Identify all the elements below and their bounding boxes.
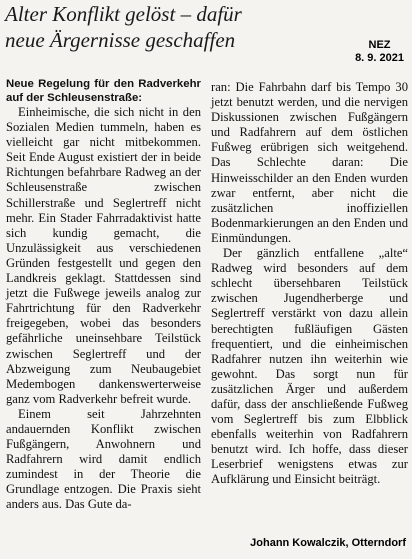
right-column xyxy=(211,80,408,488)
author-signature: Johann Kowalczik, Otterndorf xyxy=(250,537,406,549)
body-paragraph: Der gänzlich entfallene „alte“ Radweg wird besonders auf dem schlecht übersehbaren Teilstück zwischen Jugendherberge und Seglertreff verstärkt von dazu allein berechtigten fußläufigen Gästen frequentiert, und die einheimischen Radfahrer nutzen ihn weiterhin wie gewohnt. Das sorgt nun für zusätzlichen Ärger und außerdem dafür, dass der anschließende Fußweg vom Seglertreff bis zum Elbblick ebenfalls weiterhin von Radfahrern benutzt wird. Ich hoffe, dass dieser Leserbrief wenigstens etwas zur Aufklärung und Einsicht beiträgt. xyxy=(211,246,408,487)
source-stamp xyxy=(355,39,404,65)
stamp-source: NEZ xyxy=(368,39,391,51)
headline-line-1: Alter Konflikt gelöst – dafür xyxy=(5,2,242,26)
subhead: Neue Regelung für den Radverkehr auf der Schleusenstraße: xyxy=(6,78,201,104)
headline-line-2: neue Ärgernisse geschaffen xyxy=(5,28,236,52)
body-paragraph: Einheimische, die sich nicht in den Sozialen Medien tummeln, haben es vielleicht gar nicht mitbekommen. Seit Ende August existiert der in beide Richtungen befahrbare Radweg an der Schleusenstraße zwischen Schillerstraße und Seglertreff nicht mehr. Ein Stader Fahrradaktivist hatte sich kundig gemacht, die Unzulässigkeit aus verschiedenen Gründen festgestellt und gegen den Landkreis geklagt. Stattdessen sind jetzt die Fußwege jeweils analog zur Fahrtrichtung für den Radverkehr freigegeben, wobei das besonders gefährliche uneinsehbare Teilstück zwischen Seglertreff und der Abzweigung zum Neubaugebiet Medembogen dankenswerterweise ganz vom Radverkehr befreit wurde. xyxy=(6,105,201,406)
body-paragraph: Einem seit Jahrzehnten andauernden Konflikt zwischen Fußgängern, Anwohnern und Radfahrern wird damit endlich zumindest in der Theorie die Grundlage entzogen. Die Praxis sieht anders aus. Das Gute da- xyxy=(6,406,201,512)
left-column xyxy=(6,78,201,513)
stamp-date: 8. 9. 2021 xyxy=(355,52,404,64)
body-paragraph: ran: Die Fahrbahn darf bis Tempo 30 jetzt benutzt werden, und die nervigen Diskussionen zwischen Fußgängern und Radfahrern auf dem östlichen Fußweg erübrigen sich weitgehend. Das Schlechte daran: Die Hinweisschilder an den Enden wurden zwar entfernt, aber nicht die zusätzlichen inoffiziellen Bodenmarkierungen an den Enden und Einmündungen. xyxy=(211,80,408,245)
headline xyxy=(5,1,375,53)
